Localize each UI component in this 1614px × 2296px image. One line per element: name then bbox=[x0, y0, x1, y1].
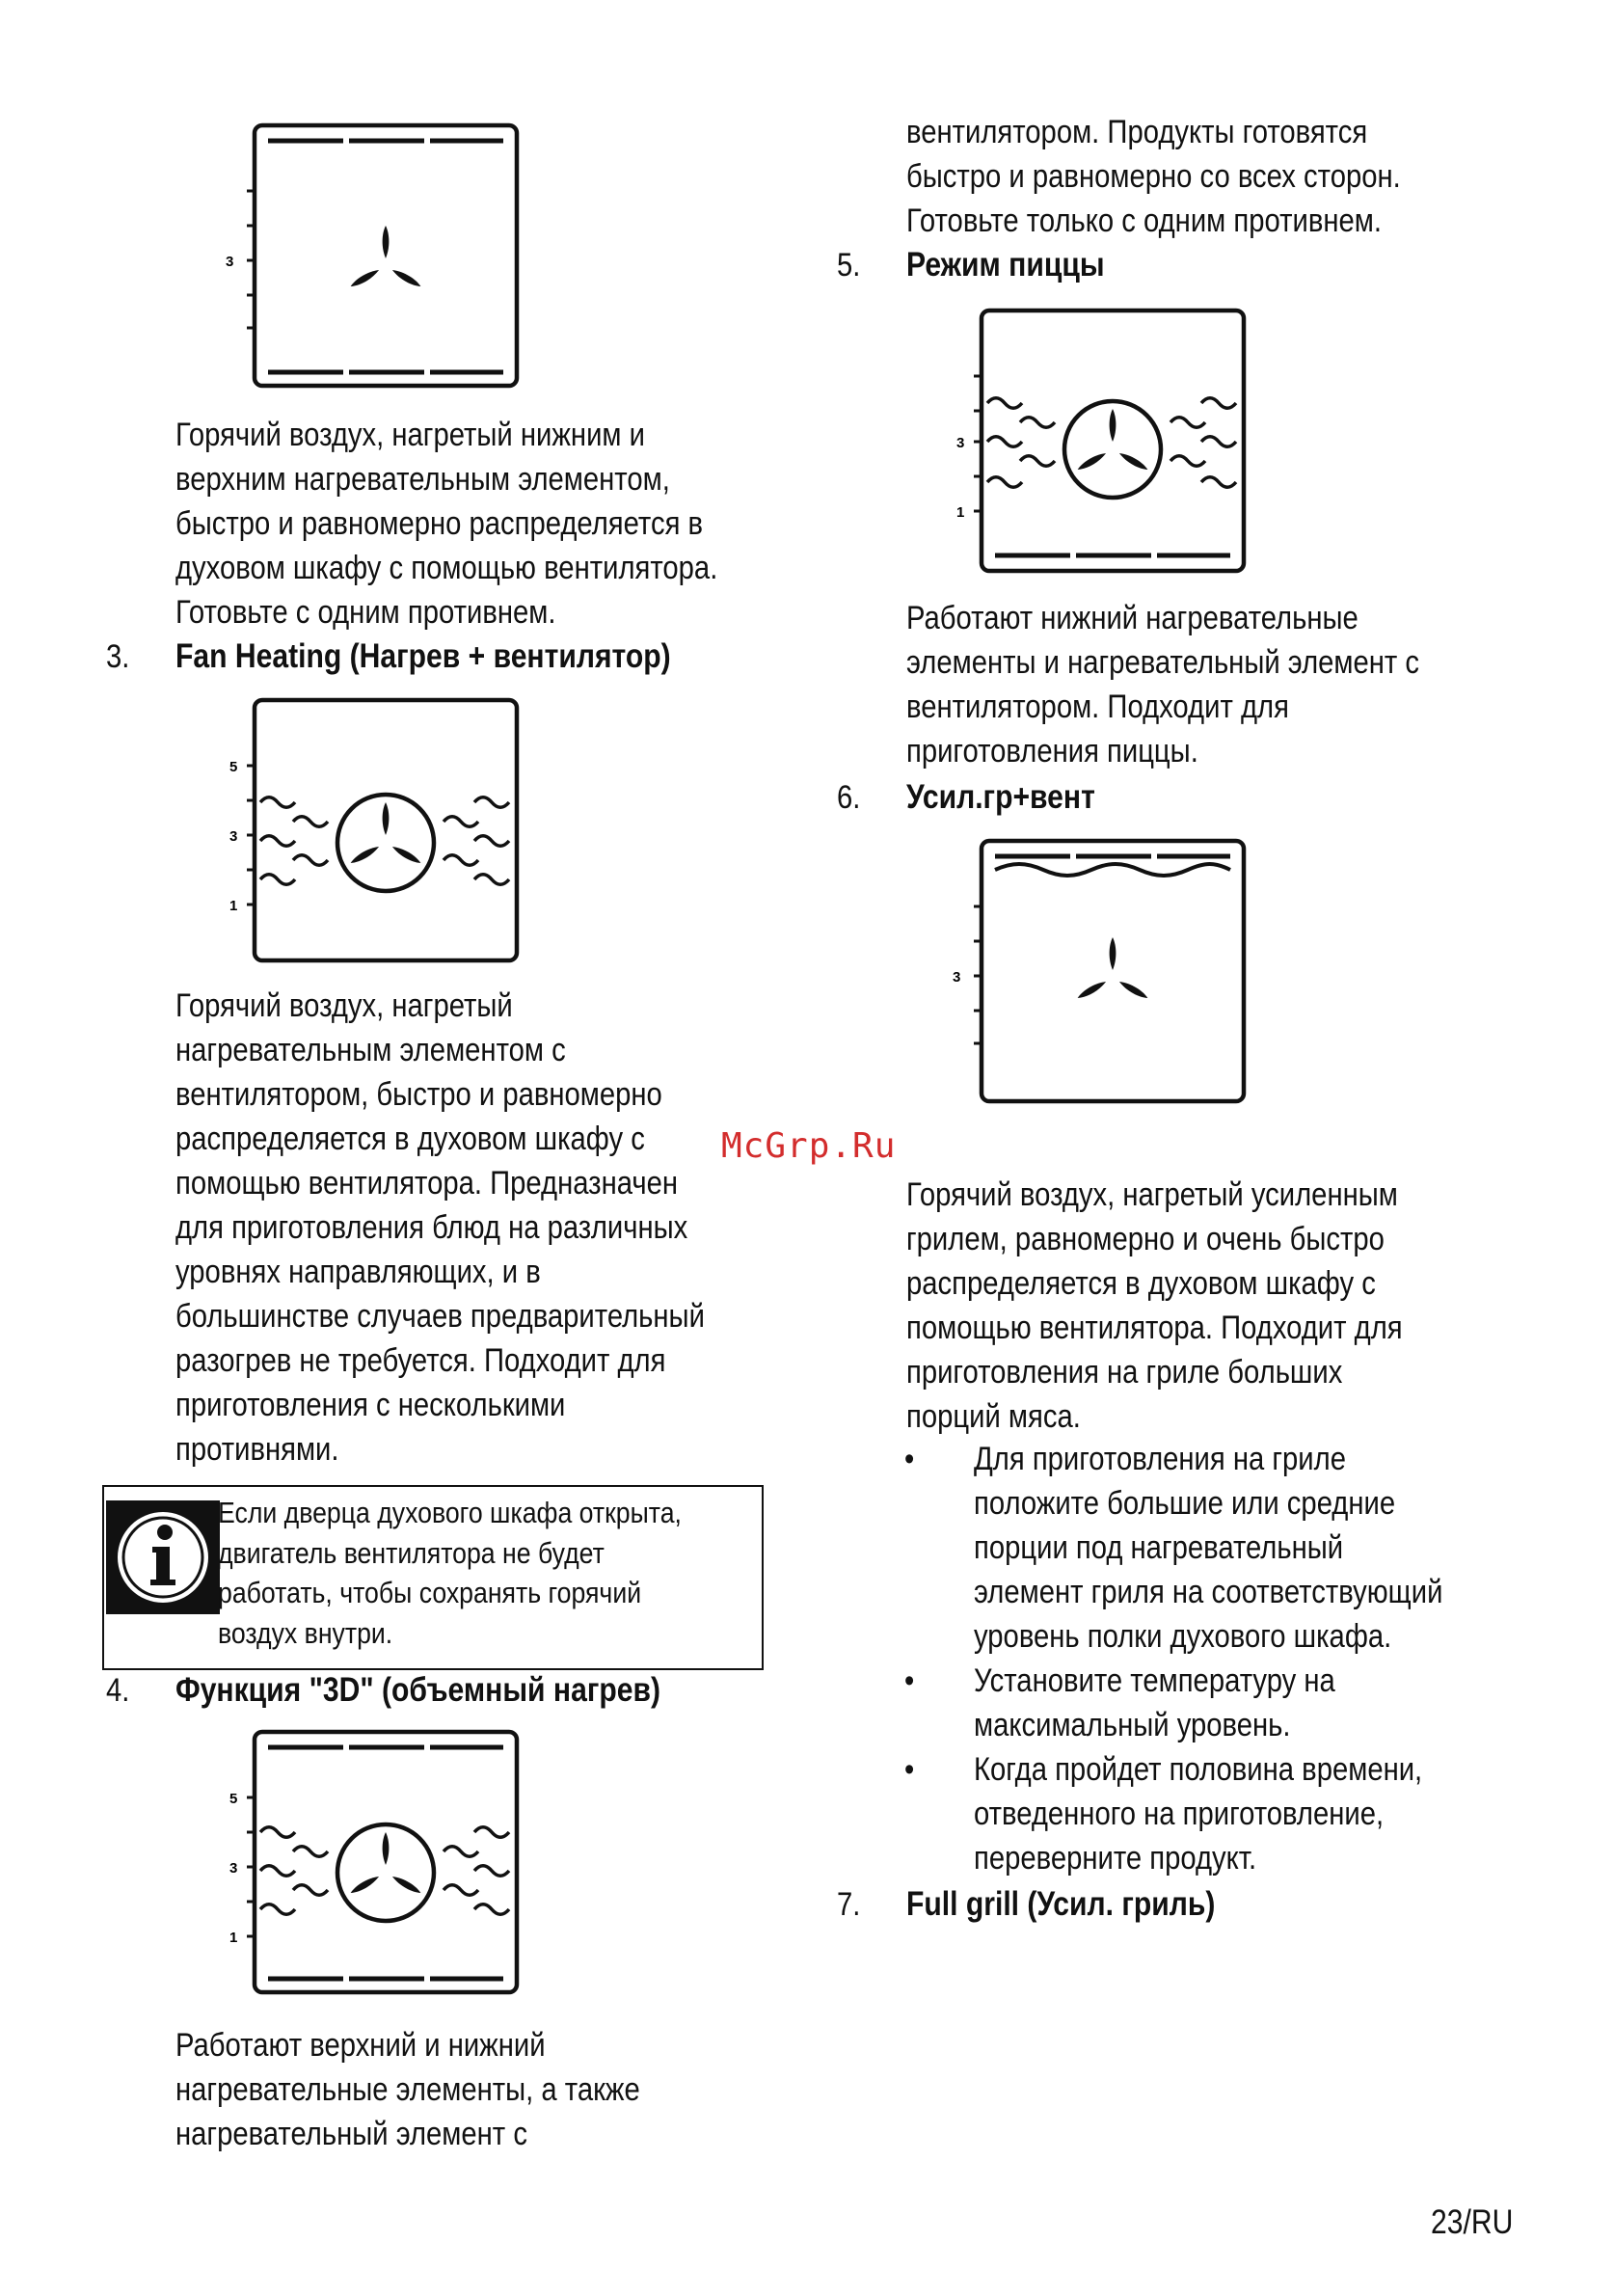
hot-air-waves-left bbox=[260, 1827, 328, 1915]
bullet-marker: • bbox=[904, 1662, 915, 1699]
item-5-number: 5. bbox=[837, 247, 861, 284]
bullet-marker: • bbox=[904, 1441, 915, 1477]
item-7-number: 7. bbox=[837, 1886, 861, 1923]
grill-tip-2: Установите температуру на максимальный уровень. bbox=[974, 1662, 1335, 1743]
bullet-marker: • bbox=[904, 1751, 915, 1788]
hot-air-waves-right bbox=[444, 1827, 509, 1915]
mode-3-description: Горячий воздух, нагретый нагревательным элементом с вентилятором, быстро и равномерно распределяется в духовом шкафу с помощью вентилятора. Предназначен для приготовления блюд на различных уровнях направляющих, и в большинстве случаев предварительный разогрев не требуется. Подходит для приготовления с несколькими противнями. bbox=[175, 987, 705, 1468]
mode-5-description: Работают нижний нагревательные элементы и нагревательный элемент с вентилятором. Подходит для приготовления пиццы. bbox=[906, 600, 1420, 770]
rack-label-5: 5 bbox=[229, 759, 238, 775]
oven-mode-diagram-3d-heating bbox=[222, 1728, 530, 1998]
rack-label-3: 3 bbox=[953, 969, 961, 986]
info-note-text: Если дверца духового шкафа открыта, двигатель вентилятора не будет работать, чтобы сохранять горячий воздух внутри. bbox=[218, 1496, 682, 1650]
grill-tip-3: Когда пройдет половина времени, отведенного на приготовление, переверните продукт. bbox=[974, 1751, 1423, 1877]
oven-mode-diagram-grill-fan bbox=[949, 837, 1257, 1107]
hot-air-waves-left bbox=[987, 398, 1055, 488]
item-7-title: Full grill (Усил. гриль) bbox=[906, 1885, 1216, 1923]
oven-cavity-outline bbox=[982, 841, 1244, 1101]
oven-mode-diagram-pizza bbox=[949, 307, 1257, 577]
mode-4-description: Работают верхний и нижний нагревательные элементы, а также нагревательный элемент с bbox=[175, 2027, 640, 2152]
hot-air-waves-left bbox=[260, 797, 328, 885]
grill-element-wave bbox=[995, 864, 1230, 876]
mode-6-description: Горячий воздух, нагретый усиленным грилем, равномерно и очень быстро распределяется в духовом шкафу с помощью вентилятора. Подходит для приготовления на гриле больших порций мяса. bbox=[906, 1176, 1403, 1435]
hot-air-waves-right bbox=[444, 797, 509, 885]
fan-icon bbox=[1076, 409, 1149, 473]
watermark: McGrp.Ru bbox=[721, 1126, 897, 1166]
rack-label-1: 1 bbox=[229, 898, 238, 914]
item-3-title: Fan Heating (Нагрев + вентилятор) bbox=[175, 637, 671, 675]
rack-label-5: 5 bbox=[229, 1791, 238, 1807]
fan-icon bbox=[349, 1832, 422, 1896]
info-note-box bbox=[102, 1485, 764, 1670]
item-4-number: 4. bbox=[106, 1672, 130, 1709]
oven-mode-diagram-fan-heating bbox=[222, 696, 530, 966]
page-number: 23/RU bbox=[1431, 2203, 1514, 2241]
rack-label-1: 1 bbox=[956, 504, 965, 521]
rack-label-1: 1 bbox=[229, 1930, 238, 1946]
mode-2-description: Горячий воздух, нагретый нижним и верхним нагревательным элементом, быстро и равномерно распределяется в духовом шкафу с помощью вентилятора. Готовьте с одним противнем. bbox=[175, 417, 718, 631]
rack-label-3: 3 bbox=[229, 1860, 238, 1877]
item-3-number: 3. bbox=[106, 638, 130, 675]
item-4-title: Функция "3D" (объемный нагрев) bbox=[175, 1671, 661, 1709]
item-5-title: Режим пиццы bbox=[906, 246, 1105, 284]
hot-air-waves-right bbox=[1170, 398, 1236, 488]
mode-4-description-continued: вентилятором. Продукты готовятся быстро и равномерно со всех сторон. Готовьте только с одним противнем. bbox=[906, 114, 1401, 239]
oven-mode-diagram-top-bottom-fan bbox=[222, 122, 530, 392]
info-icon bbox=[106, 1500, 220, 1614]
fan-icon bbox=[349, 226, 422, 289]
fan-icon bbox=[349, 802, 422, 866]
item-6-number: 6. bbox=[837, 779, 861, 816]
grill-tip-1: Для приготовления на гриле положите большие или средние порции под нагревательный элемент гриля на соответствующий уровень полки духового шкафа. bbox=[974, 1441, 1443, 1655]
rack-label-3: 3 bbox=[229, 828, 238, 845]
item-6-title: Усил.гр+вент bbox=[906, 778, 1095, 816]
fan-icon bbox=[1076, 937, 1149, 1001]
rack-label-3: 3 bbox=[956, 435, 965, 451]
rack-label-3: 3 bbox=[226, 254, 234, 270]
